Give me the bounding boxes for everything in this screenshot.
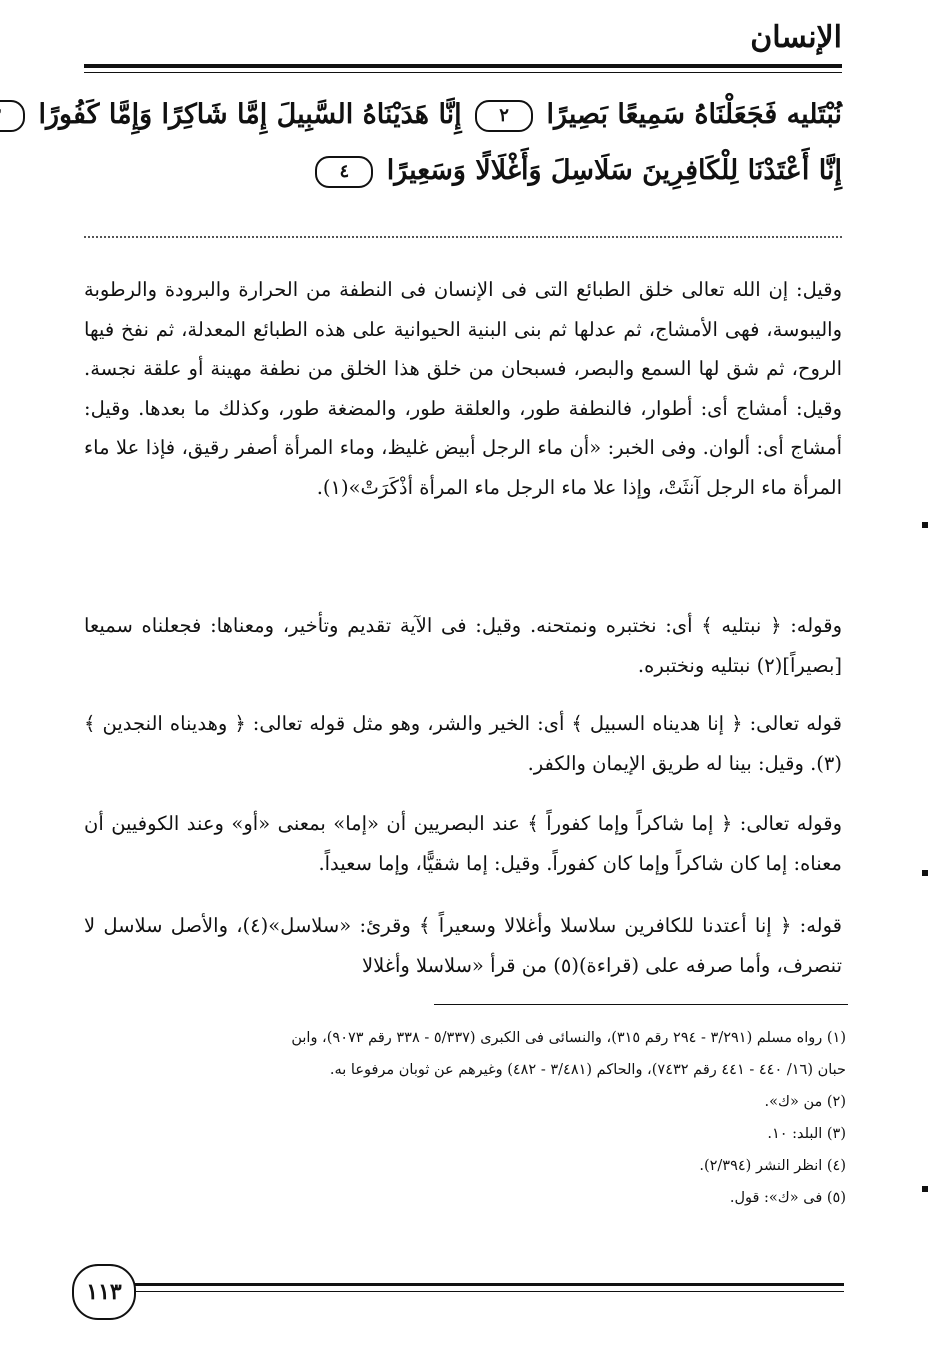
commentary-paragraph-1 (84, 270, 842, 507)
verse-text: إِنَّا هَدَيْنَاهُ السَّبِيلَ إِمَّا شَاكِرًا وَإِمَّا كَفُورًا (38, 99, 462, 130)
footnote-2: (٢) من «ك». (764, 1094, 846, 1110)
dotted-separator (84, 236, 842, 238)
verse-number-marker: ٤ (315, 156, 373, 188)
verse-line-2 (84, 148, 842, 194)
paragraph-text: وقوله: ﴿ نبتليه ﴾ أى: نختبره ونمتحنه. وقيل: فى الآية تقديم وتأخير، ومعناها: فجعلناه سميعا [بصيراً](٢) نبتليه ونختبره. (84, 614, 842, 677)
paragraph-text: وقوله تعالى: ﴿ إما شاكراً وإما كفوراً ﴾ عند البصريين أن «إما» بمعنى «أو» وعند الكوفيين أن معناه: إما كان شاكراً وإما كان كفوراً. وقيل: إما شقيًّا، وإما سعيداً. (84, 812, 842, 875)
surah-title: الإنسان (750, 20, 842, 55)
footnote-3: (٣) البلد: ١٠. (767, 1126, 846, 1142)
verse-number-marker: ٢ (475, 100, 533, 132)
header-rule-thick (84, 64, 842, 68)
commentary-paragraph-2 (84, 606, 842, 685)
commentary-paragraph-3 (84, 704, 842, 783)
paragraph-text: وقيل: إن الله تعالى خلق الطبائع التى فى الإنسان فى النطفة من الحرارة والبرودة والرطوبة واليبوسة، فهى الأمشاج، ثم عدلها ثم بنى البنية الحيوانية على هذه الطبائع المعدلة، ثم نفخ فيها الروح، ثم شق لها السمع والبصر، فسبحان من خلق هذا الخلق من نطفة مهينة أو علقة نجسة. وقيل: أمشاج أى: أطوار، فالنطفة طور، والعلقة طور، والمضغة طور، وكذلك ما بعدها. وقيل: أمشاج أى: ألوان. وفى الخبر: «أن ماء الرجل أبيض غليظ، وماء المرأة أصفر رقيق، فإذا علا ماء المرأة ماء الرجل آنثَتْ، وإذا علا ماء الرجل ماء المرأة أذْكَرَتْ»(١). (84, 278, 842, 499)
commentary-paragraph-5 (84, 906, 842, 985)
commentary-paragraph-4 (84, 804, 842, 883)
footnote-1-continued: حبان (١٦/ ٤٤٠ - ٤٤١ رقم ٧٤٣٢)، والحاكم (٣/٤٨١ - ٤٨٢) وغيرهم عن ثوبان مرفوعا به. (329, 1062, 846, 1078)
footnote-rule (434, 1004, 848, 1005)
header-rule-thin (84, 72, 842, 73)
verse-text: نُبْتَليه فَجَعَلْنَاهُ سَمِيعًا بَصِيرًا (546, 99, 842, 130)
verse-line-1 (38, 92, 842, 138)
paragraph-text: قوله تعالى: ﴿ إنا هديناه السبيل ﴾ أى: الخير والشر، وهو مثل قوله تعالى: ﴿ وهديناه النجدين ﴾(٣). وقيل: بينا له طريق الإيمان والكفر. (84, 712, 842, 775)
paragraph-text: قوله: ﴿ إنا أعتدنا للكافرين سلاسلا وأغلالا وسعيراً ﴾ وقرئ: «سلاسل»(٤)، والأصل سلاسل لا تنصرف، وأما صرفه على (قراءة)(٥) من قرأ «سلاسلا وأغلالا (84, 914, 843, 977)
footnote-4: (٤) انظر النشر (٢/٣٩٤). (699, 1158, 846, 1174)
footnotes (72, 1022, 846, 1214)
edge-dot (922, 522, 928, 528)
edge-dot (922, 1186, 928, 1192)
edge-dot (922, 870, 928, 876)
footer-rule-thick (134, 1283, 844, 1286)
verse-number-marker (0, 100, 25, 132)
footnote-1: (١) رواه مسلم (٣/٢٩١ - ٢٩٤ رقم ٣١٥)، والنسائى فى الكبرى (٥/٣٣٧ - ٣٣٨ رقم ٩٠٧٣)، وابن (291, 1030, 846, 1046)
verse-text: إِنَّا أَعْتَدْنَا لِلْكَافِرِينَ سَلَاسِلَ وَأَغْلَالًا وَسَعِيرًا (386, 155, 842, 186)
page-number: ١١٣ (72, 1264, 136, 1320)
footer-rule-thin (134, 1291, 844, 1292)
footnote-5: (٥) فى «ك»: قول. (729, 1190, 846, 1206)
